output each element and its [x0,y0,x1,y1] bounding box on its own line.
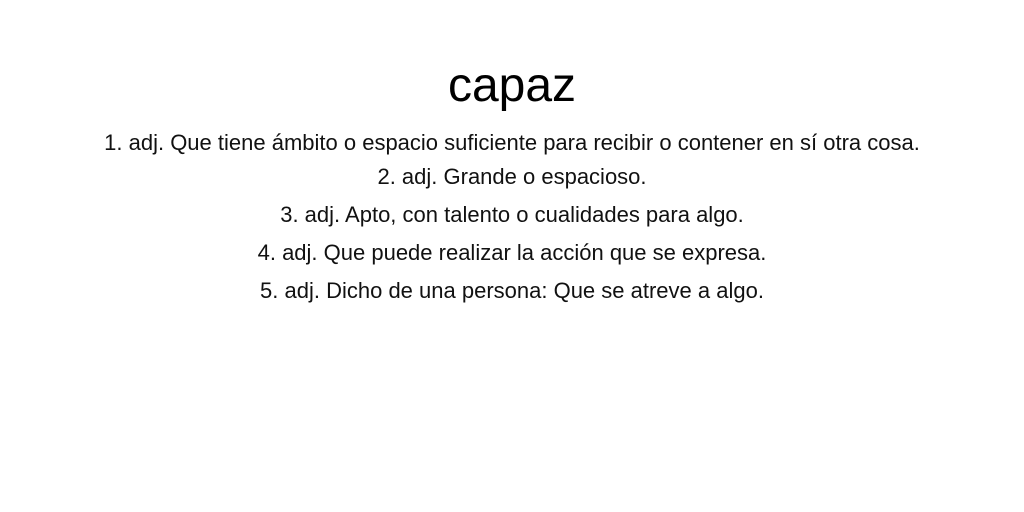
definition-4: 4. adj. Que puede realizar la acción que se expresa. [257,240,767,265]
definition-5: 5. adj. Dicho de una persona: Que se atreve a algo. [260,278,764,303]
definitions-list [72,124,952,310]
headword: capaz [447,59,577,112]
definition-1: 1. adj. Que tiene ámbito o espacio suficiente para recibir o contener en sí otra cosa. [104,130,920,155]
definition-2: 2. adj. Grande o espacioso. [377,164,647,189]
definition-3: 3. adj. Apto, con talento o cualidades para algo. [280,202,744,227]
